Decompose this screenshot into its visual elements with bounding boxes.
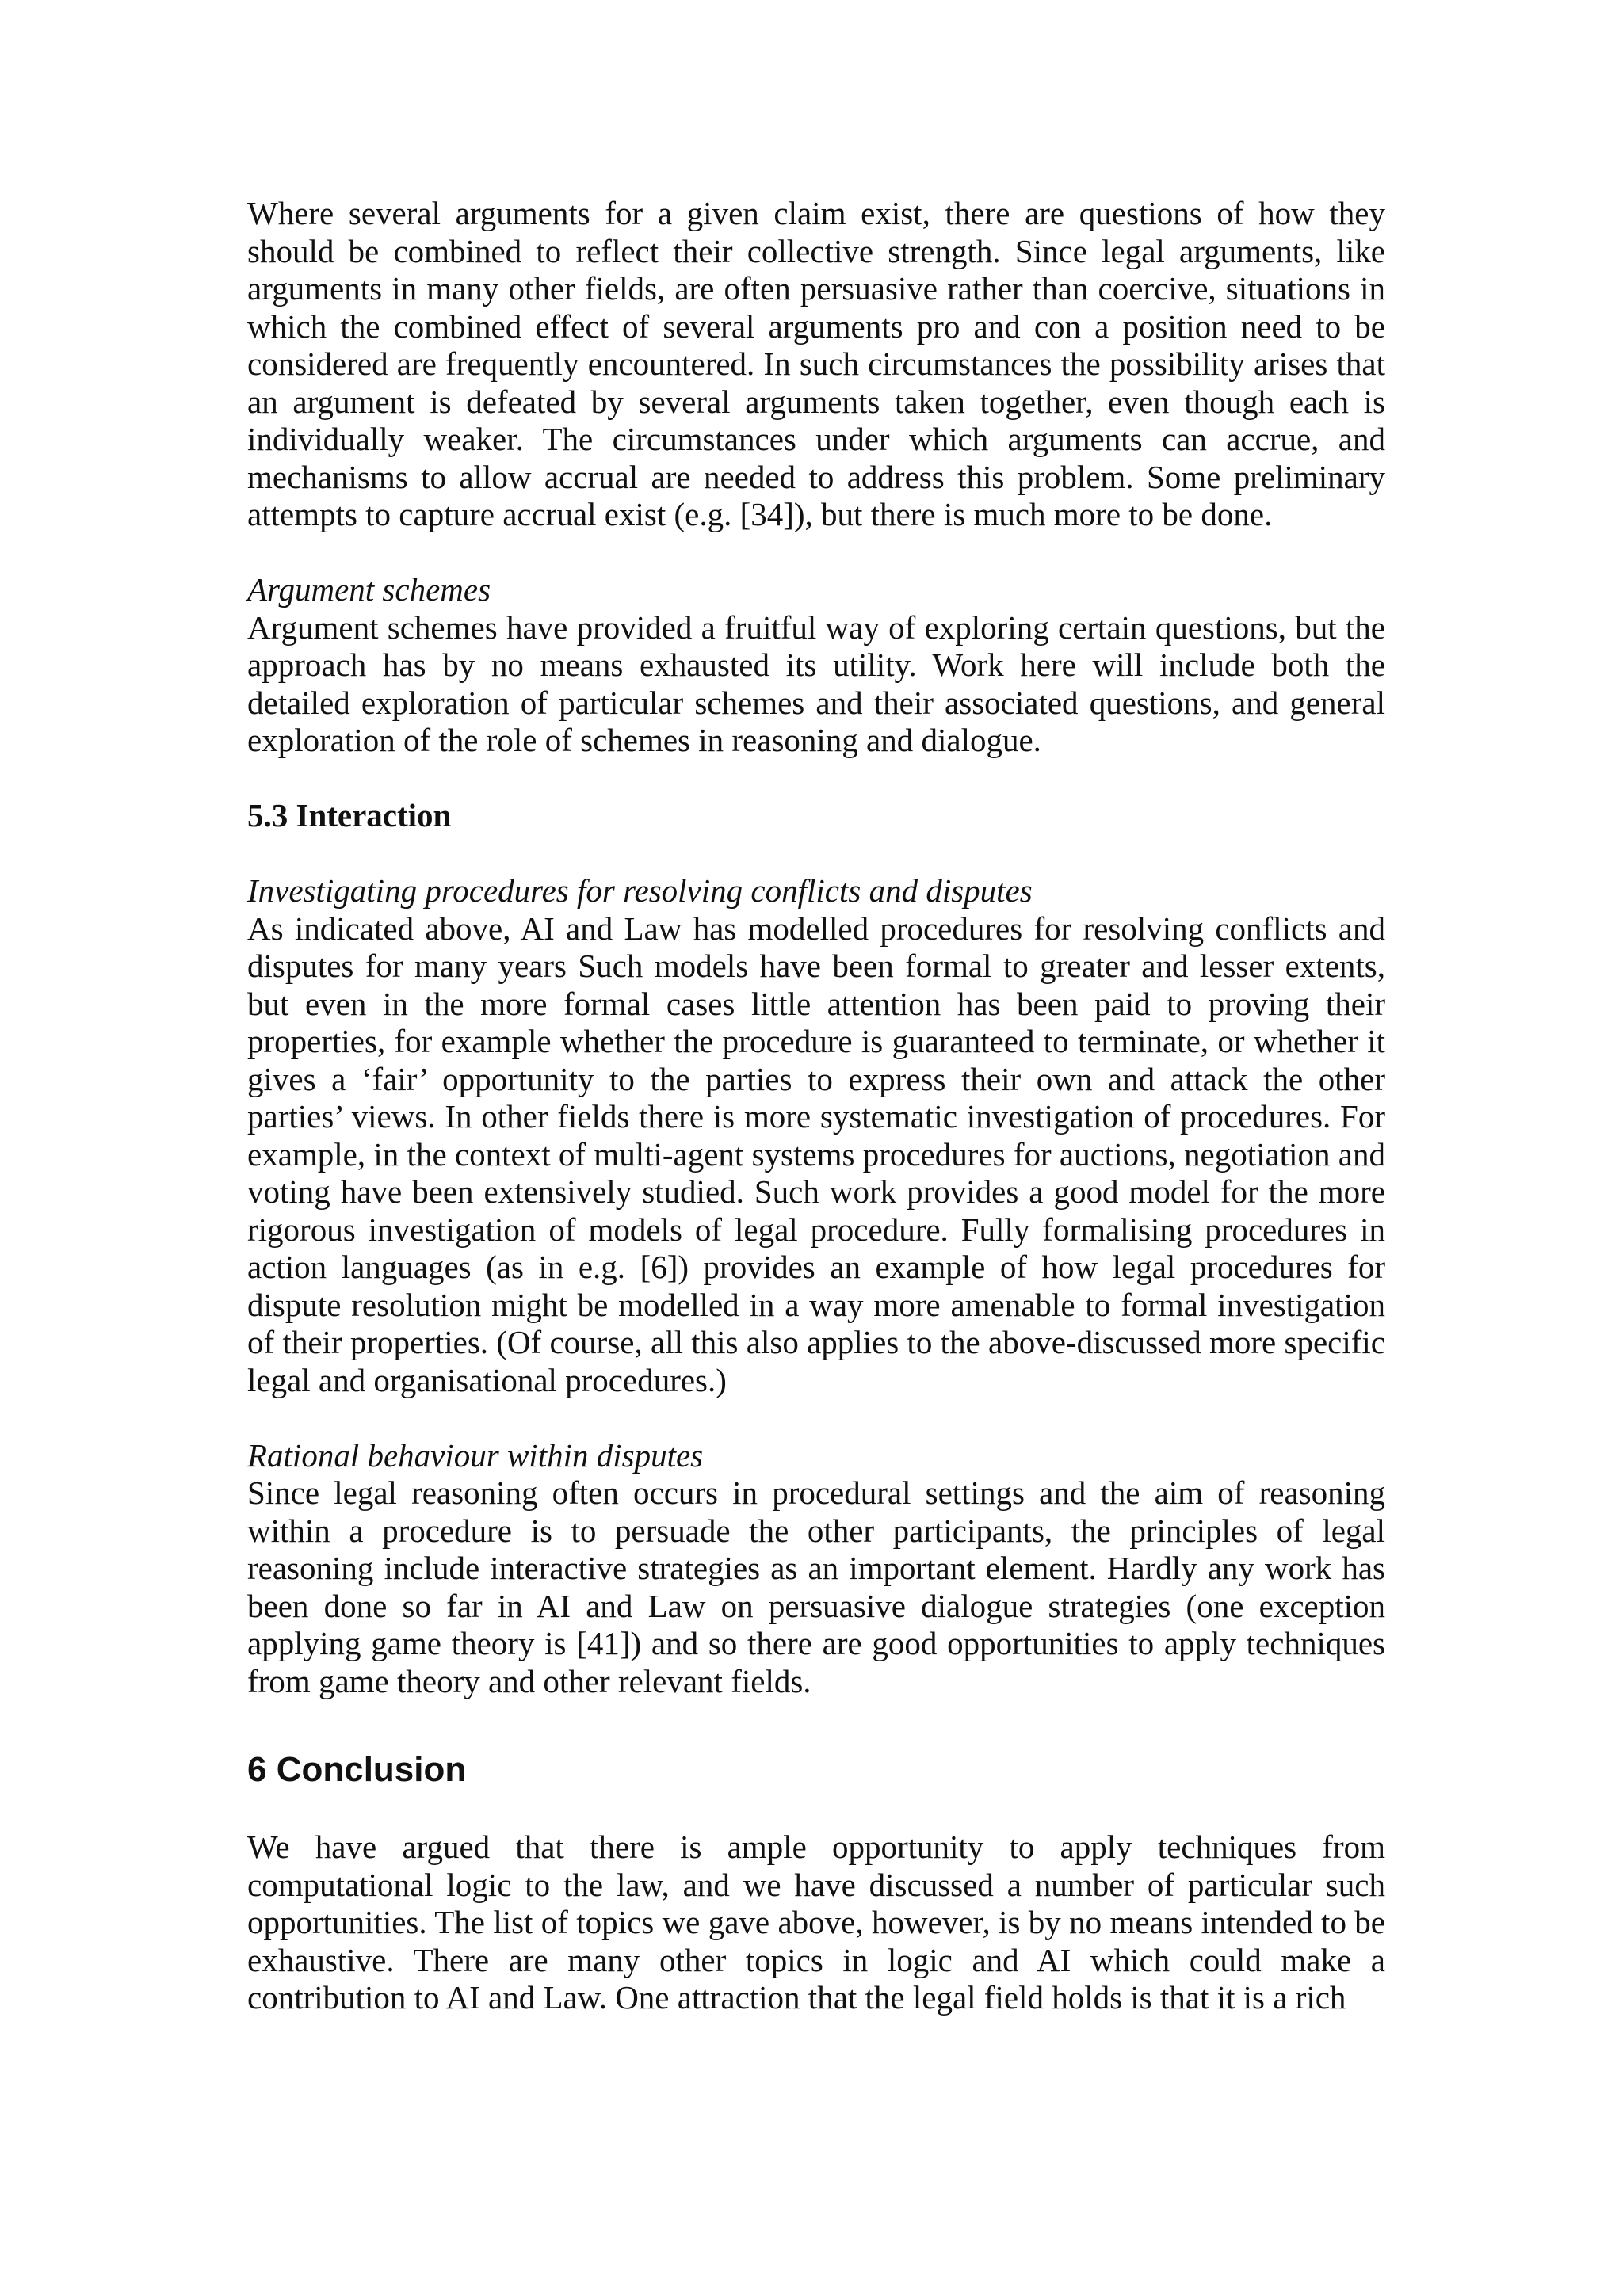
subheading-argument-schemes: Argument schemes [247,571,491,608]
paragraph-accrual: Where several arguments for a given claim exist, there are questions of how they should be combined to reflect their collective strength. Since legal arguments, like arguments in many other fields, are often persuasive rather than coercive, situations in which the combined effect of several arguments pro and con a position need to be considered are frequently encountered. In such circumstances the possibility arises that an argument is defeated by several arguments taken together, even though each is individually weaker. The circumstances under which arguments can accrue, and mechanisms to allow accrual are needed to address this problem. Some preliminary attempts to capture accrual exist (e.g. [34]), but there is much more to be done. [247,195,1385,532]
paragraph-conclusion: We have argued that there is ample opportunity to apply techniques from computational logic to the law, and we have discussed a number of particular such opportunities. The list of topics we gave above, however, is by no means intended to be exhaustive. There are many other topics in logic and AI which could make a contribution to AI and Law. One attraction that the legal field holds is that it is a rich [247,1829,1385,2016]
section-heading-conclusion: 6 Conclusion [247,1750,467,1789]
subheading-rational-behaviour: Rational behaviour within disputes [247,1436,704,1474]
subheading-investigating-procedures: Investigating procedures for resolving conflicts and disputes [247,872,1033,909]
paragraph-rational-behaviour: Since legal reasoning often occurs in procedural settings and the aim of reasoning within a procedure is to persuade the other participants, the principles of legal reasoning include interactive strategies as an important element. Hardly any work has been done so far in AI and Law on persuasive dialogue strategies (one exception applying game theory is [41]) and so there are good opportunities to apply techniques from game theory and other relevant fields. [247,1474,1385,1699]
paragraph-investigating-procedures: As indicated above, AI and Law has modelled procedures for resolving conflicts and disputes for many years Such models have been formal to greater and lesser extents, but even in the more formal cases little attention has been paid to proving their properties, for example whether the procedure is guaranteed to terminate, or whether it gives a ‘fair’ opportunity to the parties to express their own and attack the other parties’ views. In other fields there is more systematic investigation of procedures. For example, in the context of multi-agent systems procedures for auctions, negotiation and voting have been extensively studied. Such work provides a good model for the more rigorous investigation of models of legal procedure. Fully formalising procedures in action languages (as in e.g. [6]) provides an example of how legal procedures for dispute resolution might be modelled in a way more amenable to formal investigation of their properties. (Of course, all this also applies to the above-discussed more specific legal and organisational procedures.) [247,910,1385,1398]
page-body [247,195,1385,2017]
paragraph-argument-schemes: Argument schemes have provided a fruitful way of exploring certain questions, but the approach has by no means exhausted its utility. Work here will include both the detailed exploration of particular schemes and their associated questions, and general exploration of the role of schemes in reasoning and dialogue. [247,608,1385,758]
section-heading-interaction: 5.3 Interaction [247,797,452,833]
